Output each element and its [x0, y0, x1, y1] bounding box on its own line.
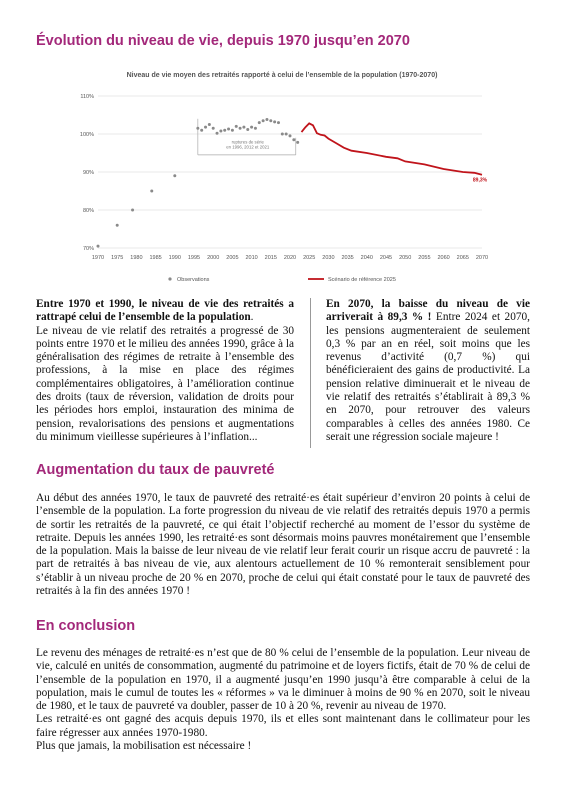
x-tick-label: 1970 — [91, 255, 105, 261]
observation-point — [277, 121, 280, 124]
observation-point — [231, 129, 234, 132]
legend-scenario-label: Scénario de référence 2025 — [328, 277, 396, 283]
annotation-line-2: en 1996, 2012 et 2021 — [226, 144, 270, 150]
observation-point — [289, 134, 292, 137]
y-tick-label: 80% — [82, 208, 94, 214]
annotation-line-1: ruptures de série — [231, 139, 264, 145]
observation-point — [269, 119, 272, 122]
x-tick-label: 2015 — [264, 255, 277, 261]
observation-point — [239, 127, 242, 130]
observation-point — [116, 224, 119, 227]
page-title: Évolution du niveau de vie, depuis 1970 jusqu’en 2070 — [36, 33, 410, 49]
observation-point — [235, 125, 238, 128]
x-tick-label: 2070 — [475, 255, 489, 261]
column-divider — [310, 298, 311, 448]
observation-point — [196, 127, 199, 130]
x-tick-label: 1985 — [149, 255, 162, 261]
x-tick-label: 2000 — [207, 255, 220, 261]
x-tick-label: 2010 — [245, 255, 258, 261]
x-tick-label: 2065 — [456, 255, 469, 261]
observation-point — [97, 245, 100, 248]
left-body: Le niveau de vie relatif des retraités a progressé de 30 points entre 1970 et le milieu des années 1990, grâce à la généralisation des régimes de retraite à l’ensemble des professions, à la mise en place des régimes complémentaires obligatoires, à l’amélioration continue des droits (taux de réversion, validation de droits pour les périodes hors emploi, instauration des minima de pension, revalorisations des pensions et augmentations du minimum vieillesse supérieures à l’inflation... — [36, 324, 294, 443]
x-tick-label: 2040 — [360, 255, 373, 261]
left-intro: Entre 1970 et 1990, le niveau de vie des retraités a rattrapé celui de l’ensemble de la population — [36, 298, 294, 324]
section-title-pauvrete: Augmentation du taux de pauvreté — [36, 462, 275, 478]
observation-point — [204, 126, 207, 129]
observation-point — [200, 129, 203, 132]
x-tick-label: 2005 — [226, 255, 239, 261]
observation-point — [219, 129, 222, 132]
x-tick-label: 2060 — [437, 255, 450, 261]
legend-observations-marker — [168, 277, 171, 280]
right-column — [326, 298, 530, 444]
observation-point — [212, 127, 215, 130]
section-conclusion-text — [36, 647, 530, 753]
conclusion-paragraph-3: Plus que jamais, la mobilisation est nécessaire ! — [36, 740, 252, 753]
chart-title: Niveau de vie moyen des retraités rapporté à celui de l’ensemble de la population (1970-2070) — [126, 72, 438, 79]
observation-point — [150, 190, 153, 193]
observation-point — [131, 209, 134, 212]
x-tick-label: 2020 — [283, 255, 297, 261]
x-tick-label: 2035 — [341, 255, 354, 261]
observation-point — [262, 119, 265, 122]
conclusion-paragraph-1: Le revenu des ménages de retraité·es n’est que de 80 % celui de l’ensemble de la population. Leur niveau de vie, calculé en unités de consommation, augmenté du patrimoine et de loyers fictifs, était de 70 % de celui de l’ensemble de la population en 1970, il a augmenté jusqu’en 1990 jusqu’à être comparable à celui de la population, mais le cumul de toutes les « réformes » va le diminuer à moins de 90 % en 2070, soit le niveau de 1980, et le taux de pauvreté va doubler, passer de 10 à 20 %, revenir au niveau de 1970. — [36, 647, 530, 713]
y-tick-label: 90% — [82, 170, 94, 176]
observation-point — [208, 123, 211, 126]
pauvrete-paragraph: Au début des années 1970, le taux de pauvreté des retraité·es était supérieur d’environ 20 points à celui de l’ensemble de la population. La forte progression du niveau de vie relatif des retraités depuis 1970 a permis de sortir les retraités de la pauvreté, ce qui était l’objectif recherché au moment de l’essor du système de retraite. Depuis les années 1990, les retraité·es sont désormais moins pauvres monétairement que l’ensemble de la population. Mais la baisse de leur niveau de vie relatif leur ferait courir un risque accru de pauvreté : la part de retraités à bas niveau de vie, aux alentours actuellement de 10 % remonterait sensiblement pour s’établir à un niveau proche de 20 % en 2070, proche de celui qui était constaté pour le taux de pauvreté des retraités à la fin des années 1970 ! — [36, 492, 530, 598]
observation-point — [254, 127, 257, 130]
x-tick-label: 1995 — [187, 255, 201, 261]
observation-point — [296, 141, 299, 144]
right-intro: En 2070, la baisse du niveau de vie arriverait à 89,3 % ! — [326, 298, 530, 324]
x-tick-label: 1990 — [168, 255, 181, 261]
end-value-label: 89,3% — [472, 177, 488, 184]
x-tick-label: 1975 — [111, 255, 124, 261]
y-tick-label: 70% — [82, 246, 94, 252]
observation-point — [250, 126, 253, 129]
conclusion-paragraph-2: Les retraité·es ont gagné des acquis depuis 1970, ils et elles sont maintenant dans le collimateur pour les faire régresser aux années 1970-1980. — [36, 713, 530, 739]
y-tick-label: 110% — [80, 94, 94, 100]
x-tick-label: 2030 — [322, 255, 335, 261]
observation-point — [292, 138, 295, 141]
observation-point — [227, 128, 230, 131]
observation-point — [216, 132, 219, 135]
observation-point — [285, 133, 288, 136]
observation-point — [242, 126, 245, 129]
observation-point — [281, 133, 284, 136]
section-pauvrete-text — [36, 492, 530, 598]
y-tick-label: 100% — [79, 132, 94, 138]
chart-svg — [62, 68, 502, 290]
observation-point — [258, 121, 261, 124]
x-tick-label: 2055 — [418, 255, 431, 261]
observation-point — [246, 128, 249, 131]
left-intro-end: . — [250, 311, 254, 324]
x-tick-label: 1980 — [130, 255, 143, 261]
x-tick-label: 2045 — [379, 255, 393, 261]
chart — [62, 68, 502, 290]
legend-observations-label: Observations — [177, 277, 210, 283]
right-body: Entre 2024 et 2070, les pensions augmenteraient de seulement 0,3 % par an en réel, soit moins que les revenus d’activité (0,7 %) qui bénéficieraient des gains de productivité. La pension relative diminuerait et le niveau de vie relatif des retraités s’établirait à 89,3 % en 2070, pour retrouver des valeurs comparables à celles des années 1980. Ce serait une régression sociale majeure ! — [326, 311, 530, 443]
scenario-line — [302, 123, 483, 174]
observation-point — [273, 120, 276, 123]
observation-point — [223, 129, 226, 132]
observation-point — [173, 174, 176, 177]
x-tick-label: 2025 — [303, 255, 316, 261]
x-tick-label: 2050 — [399, 255, 412, 261]
observation-point — [265, 118, 268, 121]
section-title-conclusion: En conclusion — [36, 618, 136, 634]
left-column — [36, 298, 294, 444]
